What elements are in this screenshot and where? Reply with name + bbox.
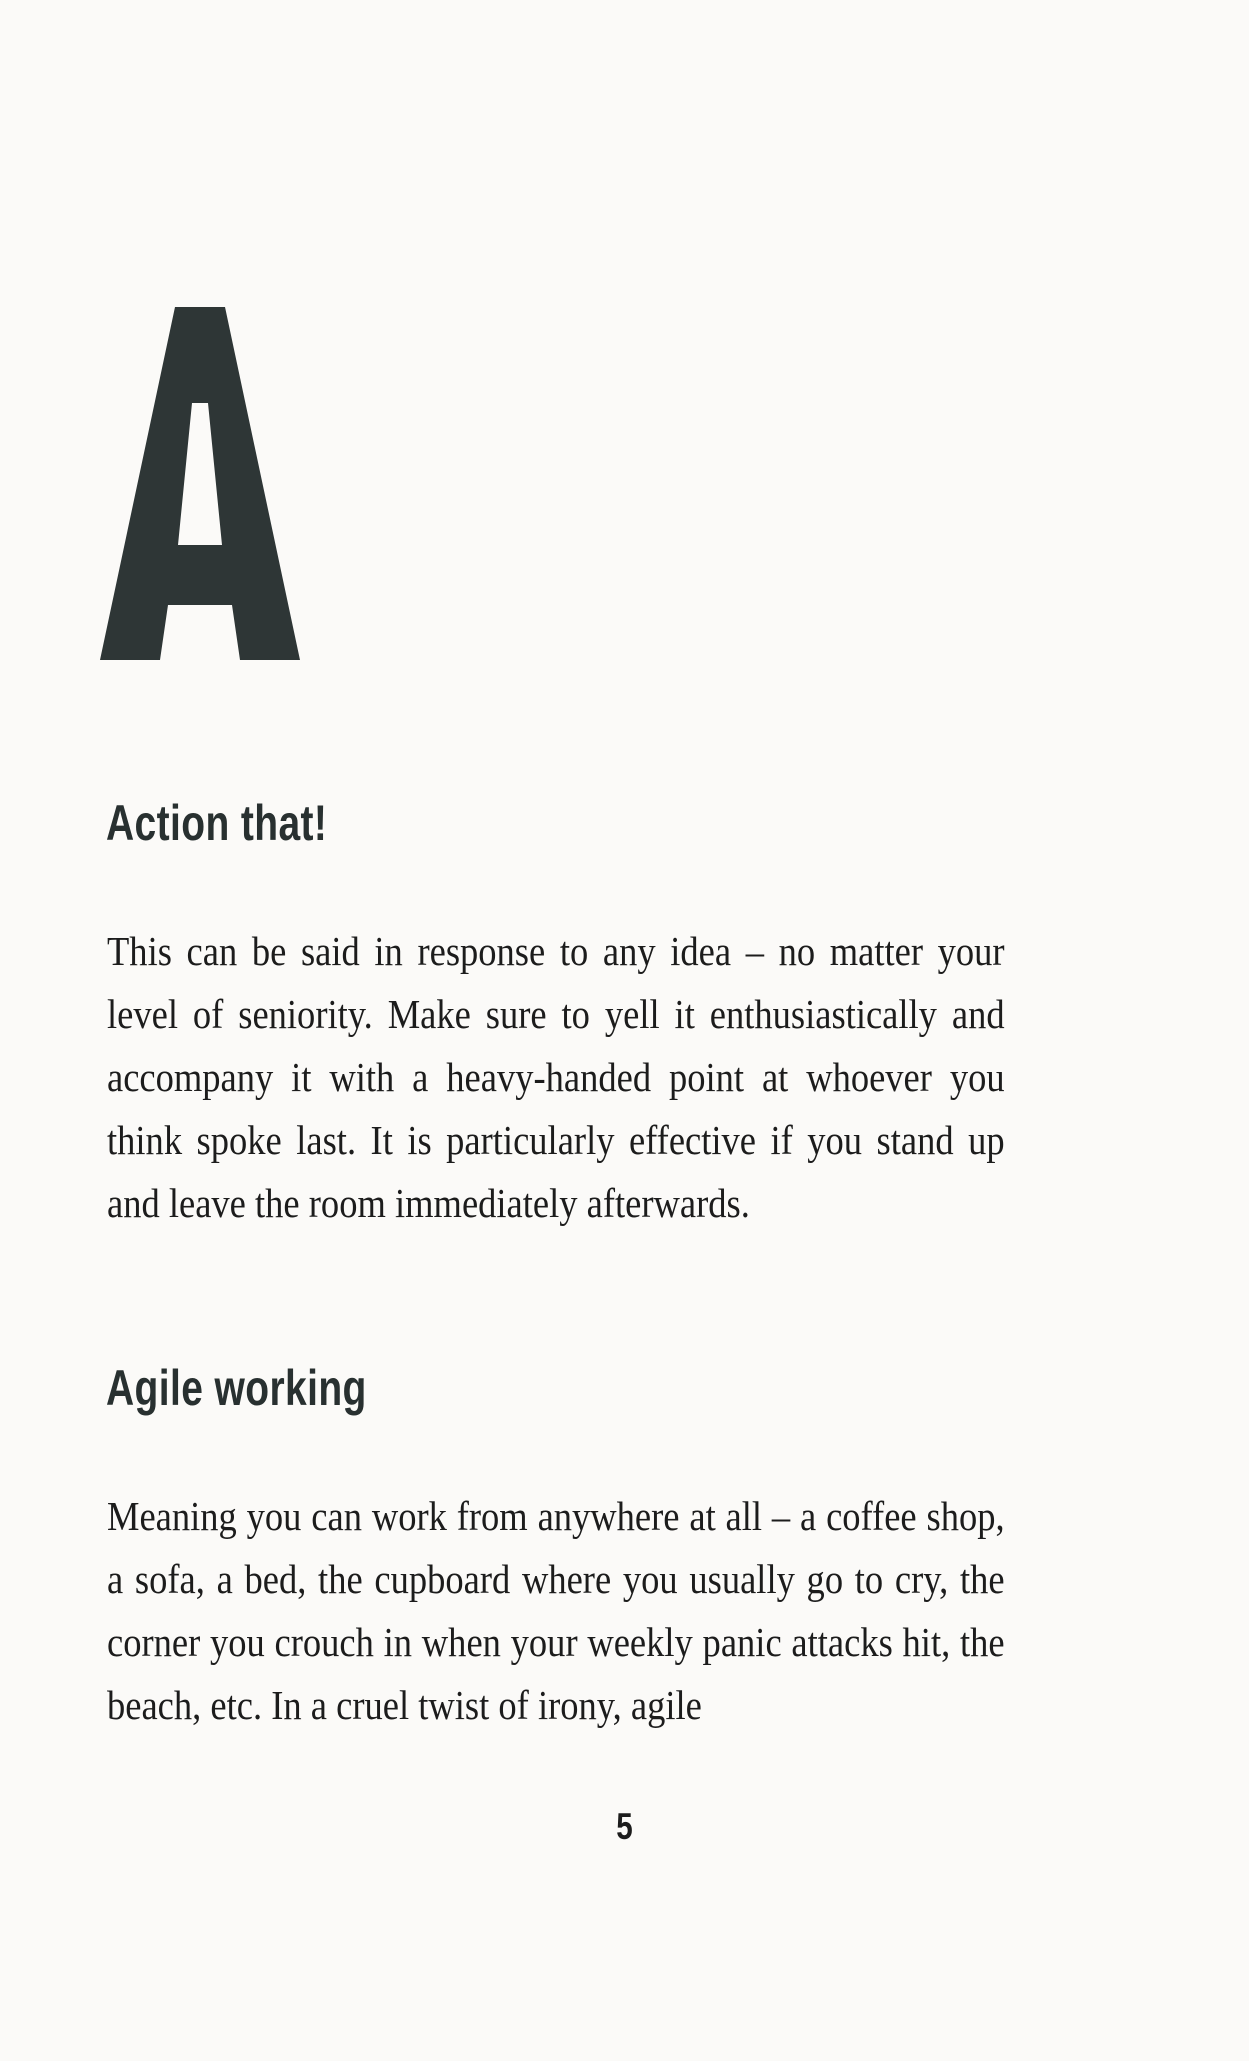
entry-heading-action-that: Action that! xyxy=(106,795,328,851)
page-number: 5 xyxy=(616,1806,633,1847)
entry-heading-agile-working: Agile working xyxy=(106,1360,367,1416)
entry-definition-action-that: This can be said in response to any idea – no matter your level of seniority. Make sure to yell it enthusiastically and accompany it with a heavy-handed point at whoever you think spoke last. It is particularly effective if you stand up and leave the room immediately afterwards. xyxy=(107,928,1005,1226)
entry-definition-agile-working: Meaning you can work from anywhere at all – a coffee shop, a sofa, a bed, the cupboard where you usually go to cry, the corner you crouch in when your weekly panic attacks hit, the beach, etc. In a cruel twist of irony, agile xyxy=(107,1493,1005,1728)
section-letter-glyph xyxy=(100,305,300,665)
section-letter xyxy=(100,305,300,665)
